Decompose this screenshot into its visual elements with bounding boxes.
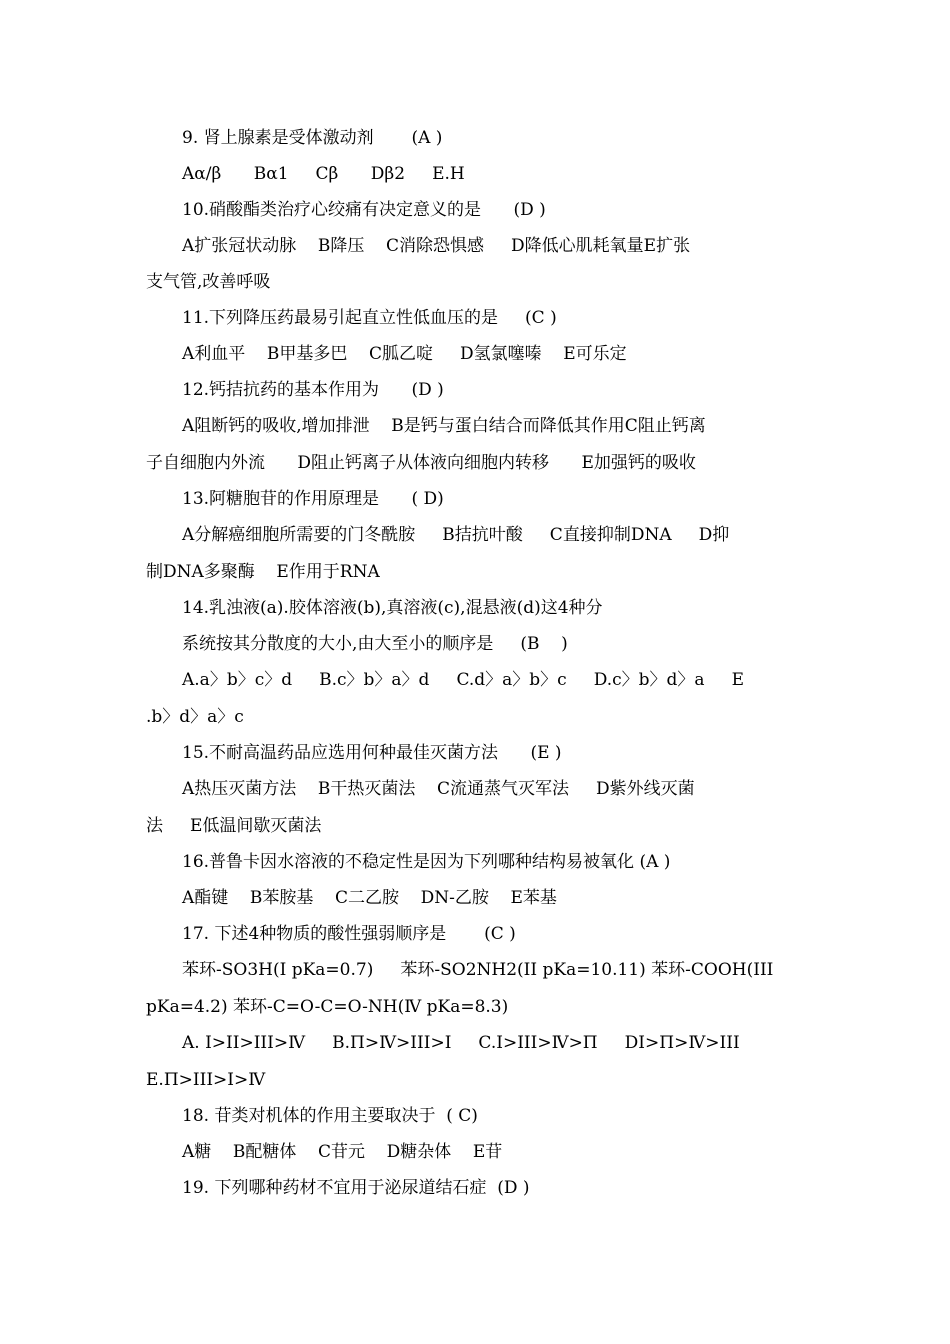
question-13-options-cont: 制DNA多聚酶 E作用于RNA <box>146 562 380 582</box>
question-12: 12.钙拮抗药的基本作用为 (D ) <box>182 380 444 400</box>
question-14-cont: 系统按其分散度的大小,由大至小的顺序是 (B ) <box>182 634 568 654</box>
question-16-options: A酯键 B苯胺基 C二乙胺 DN-乙胺 E苯基 <box>182 888 557 908</box>
question-14-options-cont: .b〉d〉a〉c <box>146 707 244 727</box>
question-17-compounds: 苯环-SO3H(I pKa=0.7) 苯环-SO2NH2(II pKa=10.11) 苯环-COOH(III <box>182 960 774 980</box>
question-12-options-cont: 子自细胞内外流 D阻止钙离子从体液向细胞内转移 E加强钙的吸收 <box>146 453 696 473</box>
question-17-options: A. I>II>III>Ⅳ B.Π>Ⅳ>III>Ι C.Ι>III>Ⅳ>Π DΙ>Π>Ⅳ>III <box>182 1033 740 1053</box>
question-13: 13.阿糖胞苷的作用原理是 ( D) <box>182 489 444 509</box>
question-16: 16.普鲁卡因水溶液的不稳定性是因为下列哪种结构易被氧化 (A ) <box>182 852 671 872</box>
question-10-options: A扩张冠状动脉 B降压 C消除恐惧感 D降低心肌耗氧量E扩张 <box>182 236 691 256</box>
question-17-compounds-cont: pKa=4.2) 苯环-C=O-C=O-NH(Ⅳ pKa=8.3) <box>146 997 509 1017</box>
question-18-options: A糖 B配糖体 C苷元 D糖杂体 E苷 <box>182 1142 503 1162</box>
question-19: 19. 下列哪种药材不宜用于泌尿道结石症 (D ) <box>182 1178 530 1198</box>
question-14: 14.乳浊液(a).胶体溶液(b),真溶液(c),混悬液(d)这4种分 <box>182 598 603 618</box>
question-11: 11.下列降压药最易引起直立性低血压的是 (C ) <box>182 308 557 328</box>
question-15-options-cont: 法 E低温间歇灭菌法 <box>146 816 322 836</box>
question-10-options-cont: 支气管,改善呼吸 <box>146 272 271 292</box>
question-15: 15.不耐高温药品应选用何种最佳灭菌方法 (E ) <box>182 743 562 763</box>
question-18: 18. 苷类对机体的作用主要取决于 ( C) <box>182 1106 478 1126</box>
question-17: 17. 下述4种物质的酸性强弱顺序是 (C ) <box>182 924 516 944</box>
question-12-options: A阻断钙的吸收,增加排泄 B是钙与蛋白结合而降低其作用C阻止钙离 <box>182 416 706 436</box>
question-9: 9. 肾上腺素是受体激动剂 (A ) <box>182 128 443 148</box>
question-10: 10.硝酸酯类治疗心绞痛有决定意义的是 (D ) <box>182 200 546 220</box>
question-15-options: A热压灭菌方法 B干热灭菌法 C流通蒸气灭军法 D紫外线灭菌 <box>182 779 695 799</box>
question-13-options: A分解癌细胞所需要的门冬酰胺 B拮抗叶酸 C直接抑制DNA D抑 <box>182 525 730 545</box>
question-11-options: A利血平 B甲基多巴 C胍乙啶 D氢氯噻嗪 E可乐定 <box>182 344 627 364</box>
question-17-options-cont: E.Π>III>Ι>Ⅳ <box>146 1070 266 1090</box>
question-9-options: Aα/β Bα1 Cβ Dβ2 E.H <box>182 164 465 184</box>
question-14-options: A.a〉b〉c〉d B.c〉b〉a〉d C.d〉a〉b〉c D.c〉b〉d〉a E <box>182 670 744 690</box>
